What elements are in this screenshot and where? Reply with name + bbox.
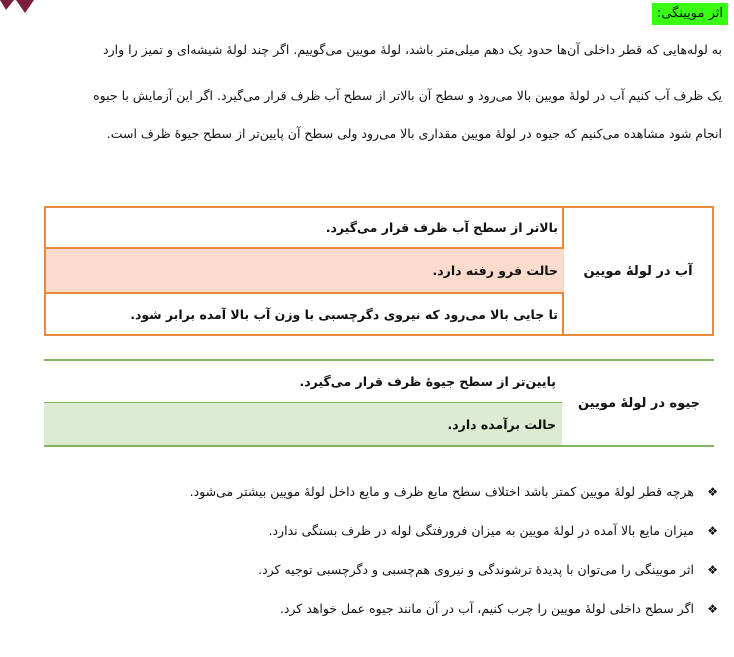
note-text: هرچه قطر لولهٔ مویین کمتر باشد اختلاف سطح مایع ظرف و مایع داخل لولهٔ مویین بیشتر می‌شود. <box>189 484 694 499</box>
paragraph-line-1: به لوله‌هایی که قطر داخلی آن‌ها حدود یک دهم میلی‌متر باشد، لولهٔ مویین می‌گوییم. اگر چند لولهٔ شیشه‌ای و تمیز را وارد <box>103 42 722 57</box>
water-table-row-1: بالاتر از سطح آب ظرف قرار می‌گیرد. <box>46 208 564 249</box>
mercury-table-row-1: پایین‌تر از سطح جیوهٔ ظرف قرار می‌گیرد. <box>44 361 562 403</box>
four-diamond-bullet-icon: ❖ <box>707 485 718 499</box>
list-item <box>78 523 718 562</box>
four-diamond-bullet-icon: ❖ <box>707 524 718 538</box>
mercury-capillary-table <box>44 359 714 447</box>
section-title: اثر مویینگی: <box>652 3 728 25</box>
notes-list <box>78 484 718 640</box>
paragraph-line-2: یک ظرف آب کنیم آب در لولهٔ مویین بالا می‌رود و سطح آن بالاتر از سطح آب ظرف قرار می‌گیرد. اگر این آزمایش با جیوه <box>93 88 722 103</box>
list-item <box>78 484 718 523</box>
list-item <box>78 601 718 640</box>
mercury-table-row-2: حالت برآمده دارد. <box>44 403 562 445</box>
water-table-heading: آب در لولهٔ مویین <box>562 208 712 334</box>
list-item <box>78 562 718 601</box>
note-text: اثر مویینگی را می‌توان با پدیدهٔ ترشوندگی و نیروی هم‌چسبی و دگرچسبی توجیه کرد. <box>258 562 694 577</box>
note-text: اگر سطح داخلی لولهٔ مویین را چرب کنیم، آب در آن مانند جیوه عمل خواهد کرد. <box>279 601 694 616</box>
mercury-table-heading: جیوه در لولهٔ مویین <box>577 395 701 411</box>
four-diamond-bullet-icon: ❖ <box>707 563 718 577</box>
four-diamond-bullet-icon: ❖ <box>707 602 718 616</box>
water-capillary-table <box>44 206 714 336</box>
floral-corner-icon <box>0 0 40 16</box>
water-table-row-3: تا جایی بالا می‌رود که نیروی دگرچسبی با وزن آب بالا آمده برابر شود. <box>130 306 558 322</box>
paragraph-line-3: انجام شود مشاهده می‌کنیم که جیوه در لولهٔ مویین مقداری بالا می‌رود ولی سطح آن پایین‌تر از سطح جیوهٔ ظرف است. <box>106 126 722 141</box>
water-table-row-2: حالت فرو رفته دارد. <box>46 249 564 294</box>
note-text: میزان مایع بالا آمده در لولهٔ مویین به میزان فرورفتگی لوله در ظرف بستگی ندارد. <box>268 523 694 538</box>
